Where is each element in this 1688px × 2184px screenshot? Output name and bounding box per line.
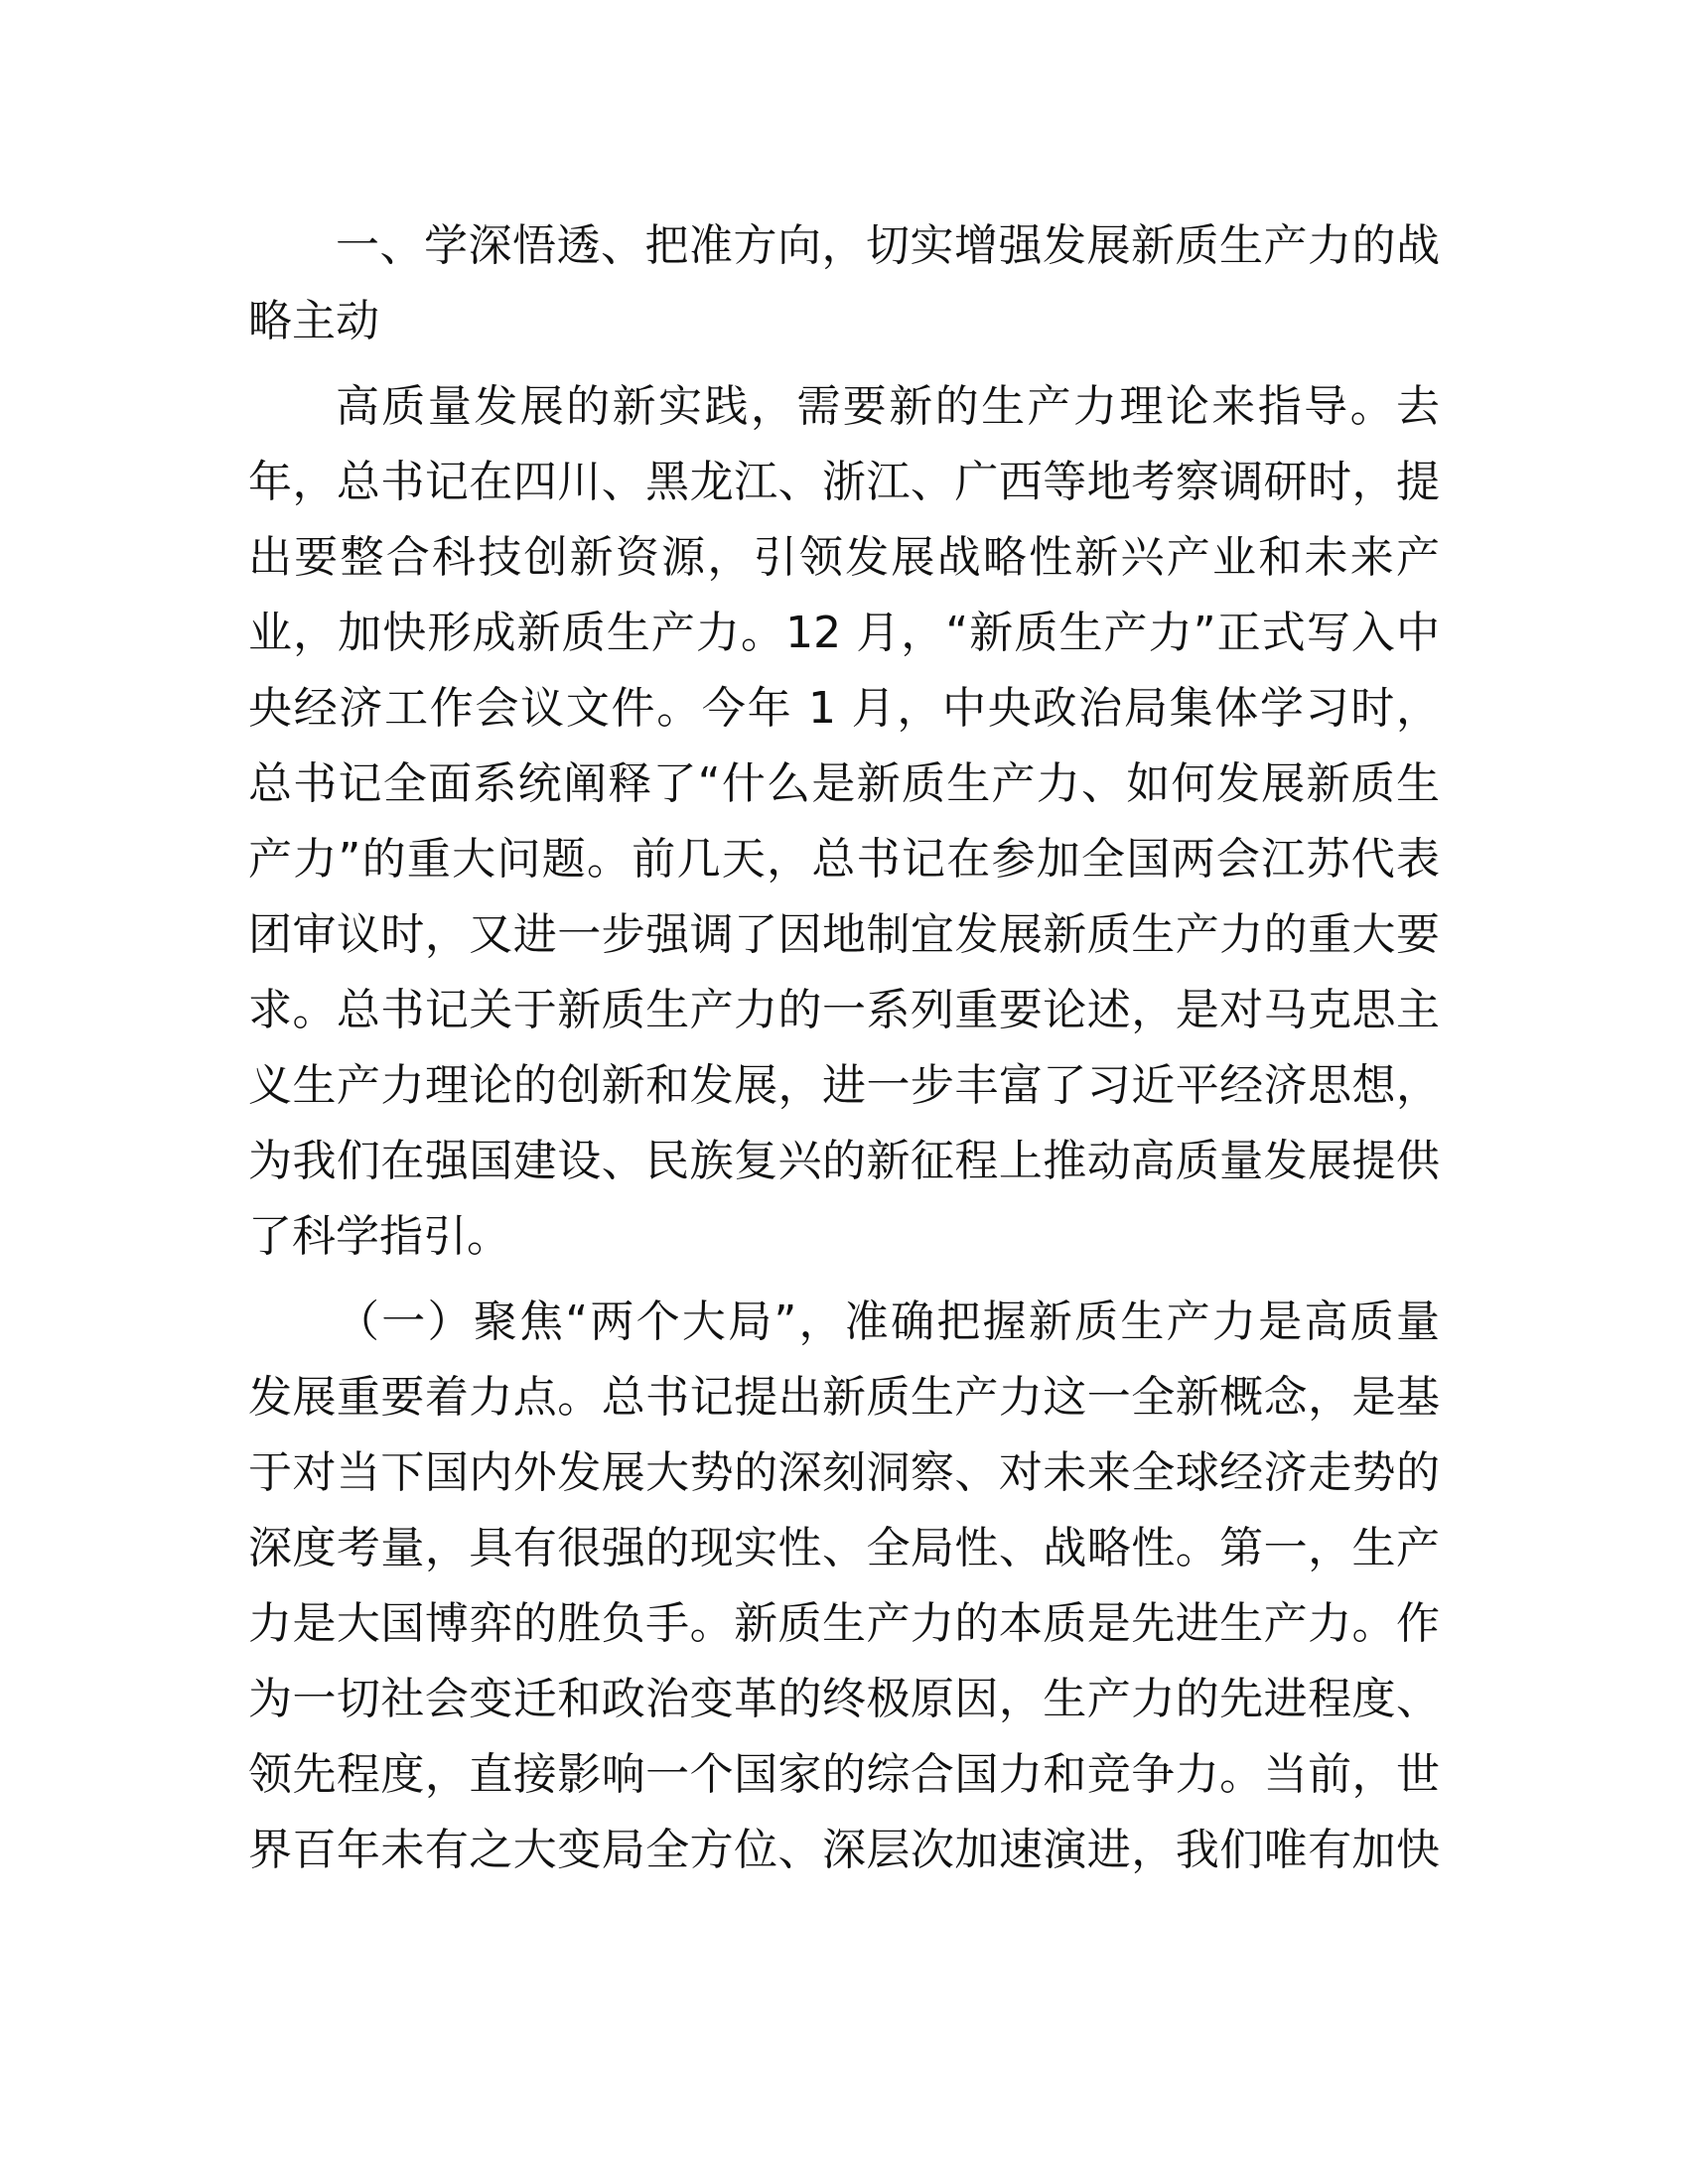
paragraph-line: 总书记全面系统阐释了“什么是新质生产力、如何发展新质生 [248, 758, 1440, 809]
paragraph-line: （一）聚焦“两个大局”，准确把握新质生产力是高质量 [336, 1297, 1440, 1347]
paragraph-line: 产力”的重大问题。前几天，总书记在参加全国两会江苏代表 [248, 834, 1440, 885]
paragraph-line: 界百年未有之大变局全方位、深层次加速演进，我们唯有加快 [248, 1825, 1440, 1875]
paragraph-line: 团审议时，又进一步强调了因地制宜发展新质生产力的重大要 [248, 909, 1440, 960]
heading-line: 略主动 [248, 296, 379, 346]
paragraph-line: 高质量发展的新实践，需要新的生产力理论来指导。去 [336, 381, 1440, 432]
paragraph-1 [248, 369, 1440, 1275]
paragraph-line: 义生产力理论的创新和发展，进一步丰富了习近平经济思想， [248, 1060, 1440, 1111]
section-heading [248, 208, 1440, 359]
document-body [248, 208, 1440, 1888]
paragraph-line: 为一切社会变迁和政治变革的终极原因，生产力的先进程度、 [248, 1674, 1440, 1724]
paragraph-line: 出要整合科技创新资源，引领发展战略性新兴产业和未来产 [248, 532, 1440, 583]
paragraph-line: 了科学指引。 [248, 1211, 510, 1262]
paragraph-line: 领先程度，直接影响一个国家的综合国力和竞争力。当前，世 [248, 1749, 1440, 1800]
paragraph-line: 于对当下国内外发展大势的深刻洞察、对未来全球经济走势的 [248, 1447, 1440, 1498]
paragraph-line: 业，加快形成新质生产力。12 月，“新质生产力”正式写入中 [248, 608, 1440, 658]
paragraph-line: 发展重要着力点。总书记提出新质生产力这一全新概念，是基 [248, 1372, 1440, 1423]
paragraph-line: 深度考量，具有很强的现实性、全局性、战略性。第一，生产 [248, 1523, 1440, 1573]
paragraph-line: 为我们在强国建设、民族复兴的新征程上推动高质量发展提供 [248, 1136, 1440, 1186]
paragraph-2 [248, 1285, 1440, 1888]
paragraph-line: 力是大国博弈的胜负手。新质生产力的本质是先进生产力。作 [248, 1598, 1440, 1649]
paragraph-line: 央经济工作会议文件。今年 1 月，中央政治局集体学习时， [248, 683, 1440, 734]
paragraph-line: 求。总书记关于新质生产力的一系列重要论述，是对马克思主 [248, 985, 1440, 1035]
heading-line: 一、学深悟透、把准方向，切实增强发展新质生产力的战 [336, 220, 1440, 271]
paragraph-line: 年，总书记在四川、黑龙江、浙江、广西等地考察调研时，提 [248, 457, 1440, 507]
